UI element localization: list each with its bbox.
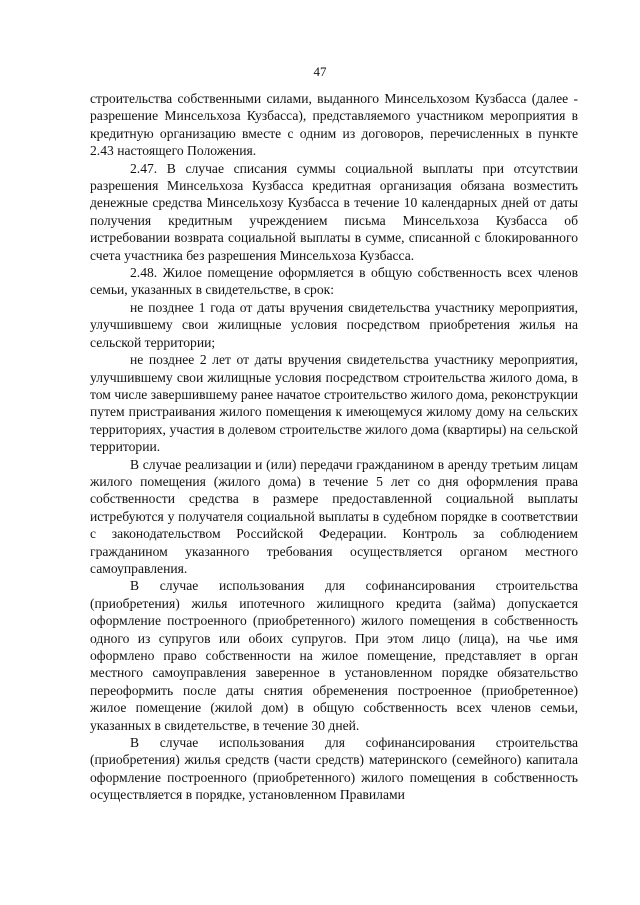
paragraph-maternity-capital-case: В случае использования для софинансирования строительства (приобретения) жилья средств (части средств) материнского (семейного) капитала оформление построенного (приобретенного) жилого помещения в собственность осуществляется в порядке, установленном Правилами [90,735,578,803]
paragraph-term-2-years: не позднее 2 лет от даты вручения свидетельства участнику мероприятия, улучшившему свои жилищные условия посредством строительства жилого дома, в том числе завершившему ранее начатое строительство жилого дома, реконструкции путем пристраивания жилого помещения к имеющемуся жилому дому на сельских территориях, участия в долевом строительстве жилого дома (квартиры) на сельской территории. [90,352,578,455]
paragraph-mortgage-case: В случае использования для софинансирования строительства (приобретения) жилья ипотечного жилищного кредита (займа) допускается оформление построенного (приобретенного) жилого помещения в собственность одного из супругов или обоих супругов. При этом лицо (лица), на чье имя оформлено право собственности на жилое помещение, представляет в орган местного самоуправления заверенное в установленном порядке обязательство переоформить после даты снятия обременения построенное (приобретенное) жилое помещение (жилой дом) в общую собственность всех членов семьи, указанных в свидетельстве, в течение 30 дней. [90,578,578,733]
paragraph-2-47: 2.47. В случае списания суммы социальной выплаты при отсутствии разрешения Минсельхоза Кузбасса кредитная организация обязана возместить денежные средства Минсельхозу Кузбасса в течение 10 календарных дней от даты получения кредитным учреждением письма Минсельхоза Кузбасса об истребовании возврата социальной выплаты в сумме, списанной с блокированного счета участника без разрешения Минсельхоза Кузбасса. [90,160,578,263]
paragraph-rental-case: В случае реализации и (или) передачи гражданином в аренду третьим лицам жилого помещения (жилого дома) в течение 5 лет со дня оформления права собственности средства в размере предоставленной социальной выплаты истребуются у получателя социальной выплаты в судебном порядке в соответствии с законодательством Российской Федерации. Контроль за соблюдением гражданином указанного требования осуществляется органом местного самоуправления. [90,456,578,576]
paragraph-2-48: 2.48. Жилое помещение оформляется в общую собственность всех членов семьи, указанных в свидетельстве, в срок: [90,265,578,298]
paragraph-continuation: строительства собственными силами, выданного Минсельхозом Кузбасса (далее - разрешение Минсельхоза Кузбасса), представляемого участником мероприятия в кредитную организацию вместе с одним из договоров, перечисленных в пункте 2.43 настоящего Положения. [90,91,578,159]
page-number: 47 [313,64,327,79]
document-body [90,90,578,804]
paragraph-term-1-year: не позднее 1 года от даты вручения свидетельства участнику мероприятия, улучшившему свои жилищные условия посредством приобретения жилья на сельской территории; [90,299,578,350]
